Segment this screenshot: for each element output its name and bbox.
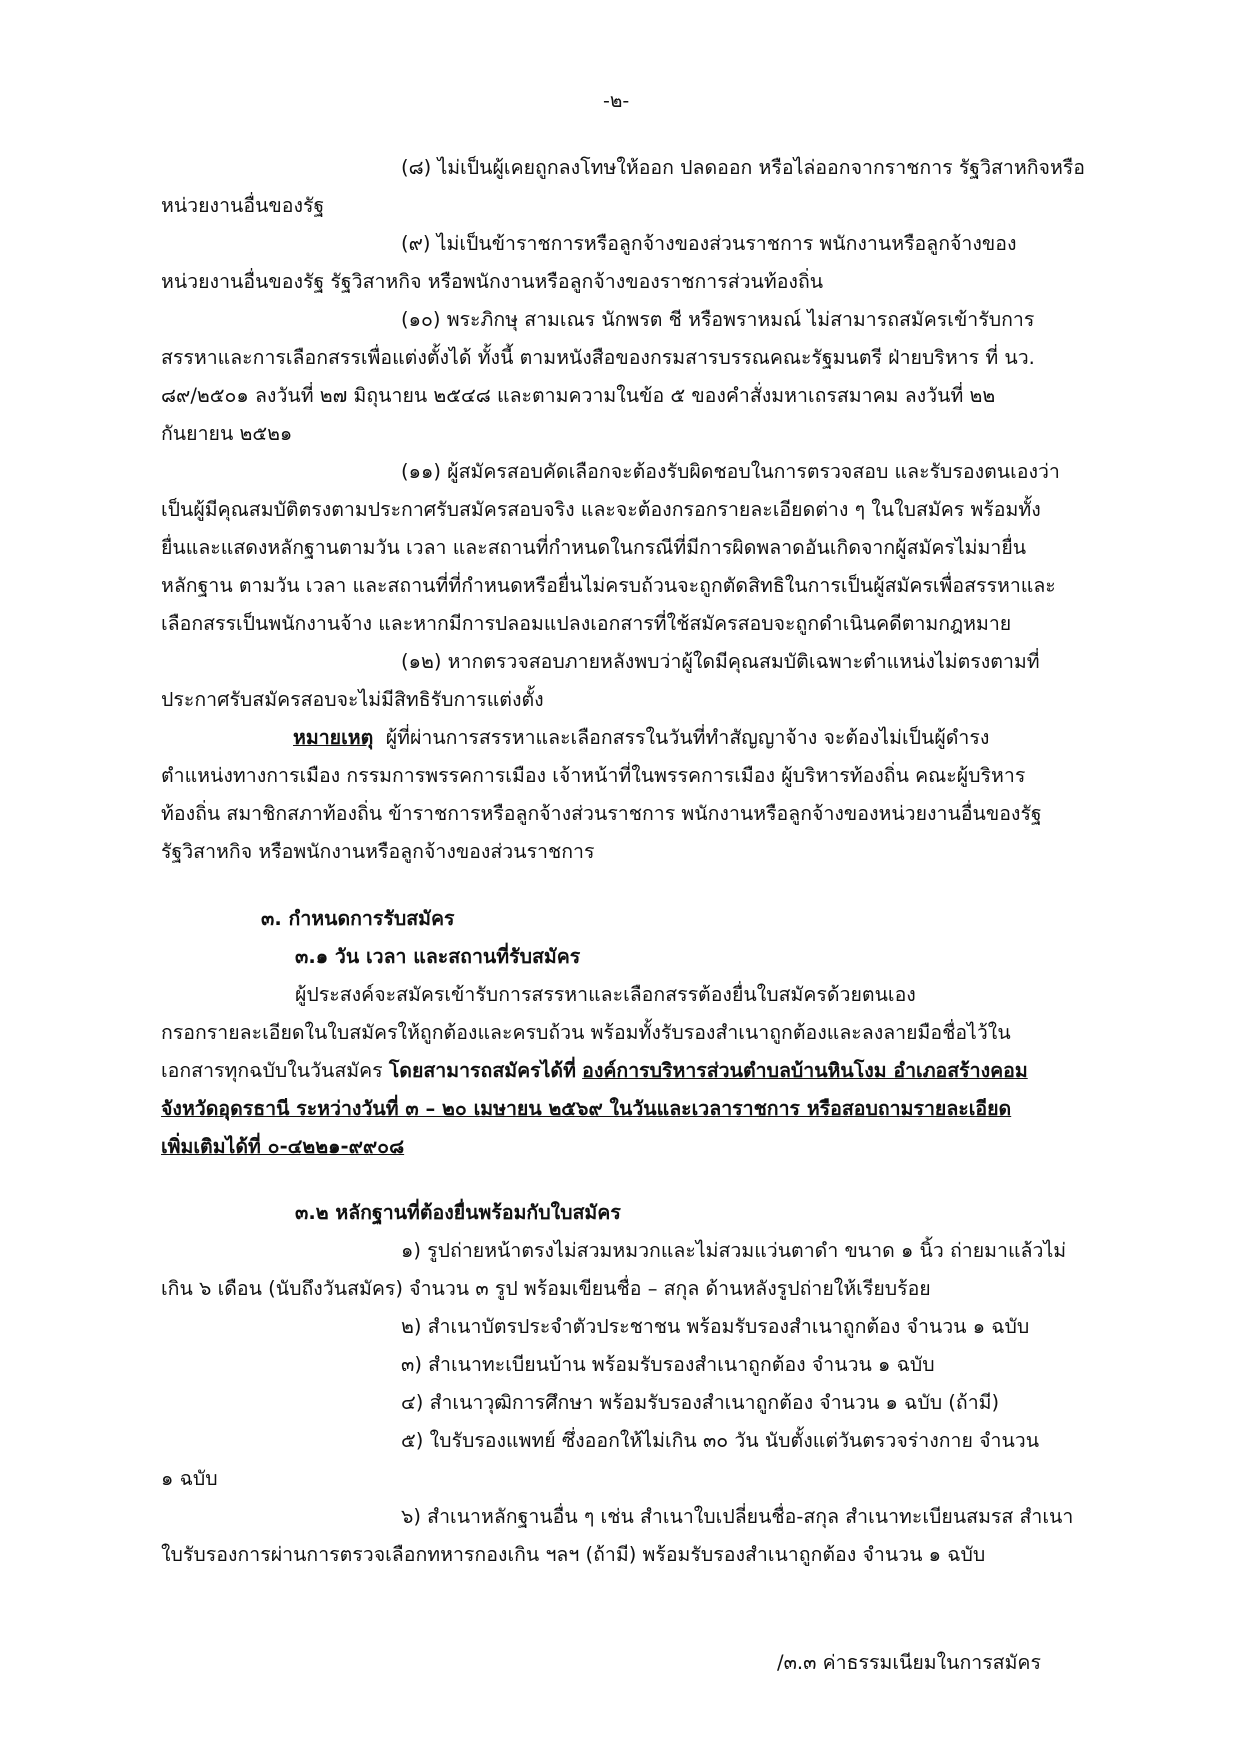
section3-1-line3-bold: โดยสามารถสมัครได้ที่: [388, 1059, 576, 1082]
note-line4: รัฐวิสาหกิจ หรือพนักงานหรือลูกจ้างของส่วนราชการ: [161, 840, 595, 863]
item9-line1: (๙) ไม่เป็นข้าราชการหรือลูกจ้างของส่วนราชการ พนักงานหรือลูกจ้างของ: [401, 232, 1017, 255]
section3-1-heading: ๓.๑ วัน เวลา และสถานที่รับสมัคร: [295, 945, 581, 968]
item9-line2: หน่วยงานอื่นของรัฐ รัฐวิสาหกิจ หรือพนักงานหรือลูกจ้างของราชการส่วนท้องถิ่น: [161, 270, 824, 293]
item11-line4: หลักฐาน ตามวัน เวลา และสถานที่ที่กำหนดหรือยื่นไม่ครบถ้วนจะถูกตัดสิทธิในการเป็นผู้สมัครเพื่อสรรหาและ: [161, 574, 1056, 597]
item8-line2: หน่วยงานอื่นของรัฐ: [161, 194, 325, 217]
item10-line1: (๑๐) พระภิกษุ สามเณร นักพรต ชี หรือพราหมณ์ ไม่สามารถสมัครเข้ารับการ: [401, 308, 1035, 331]
item11-line1: (๑๑) ผู้สมัครสอบคัดเลือกจะต้องรับผิดชอบในการตรวจสอบ และรับรองตนเองว่า: [401, 460, 1060, 483]
item10-line3: ๘๙/๒๕๐๑ ลงวันที่ ๒๗ มิถุนายน ๒๕๔๘ และตามความในข้อ ๕ ของคำสั่งมหาเถรสมาคม ลงวันที่ ๒๒: [161, 384, 996, 407]
section3-1-line2: กรอกรายละเอียดในใบสมัครให้ถูกต้องและครบถ้วน พร้อมทั้งรับรองสำเนาถูกต้องและลงลายมือชื่อไว้ใน: [161, 1021, 1011, 1044]
doc-item6-line2: ใบรับรองการผ่านการตรวจเลือกทหารกองเกิน ฯลฯ (ถ้ามี) พร้อมรับรองสำเนาถูกต้อง จำนวน ๑ ฉบับ: [161, 1543, 986, 1566]
section3-1-line5: เพิ่มเติมได้ที่ ๐-๔๒๒๑-๙๙๐๘: [161, 1135, 405, 1158]
page-number: -๒-: [603, 90, 630, 112]
item8-line1: (๘) ไม่เป็นผู้เคยถูกลงโทษให้ออก ปลดออก หรือไล่ออกจากราชการ รัฐวิสาหกิจหรือ: [401, 156, 1085, 179]
doc-item4: ๔) สำเนาวุฒิการศึกษา พร้อมรับรองสำเนาถูกต้อง จำนวน ๑ ฉบับ (ถ้ามี): [401, 1391, 1000, 1414]
note-line1: [293, 725, 989, 751]
item10-line2: สรรหาและการเลือกสรรเพื่อแต่งตั้งได้ ทั้งนี้ ตามหนังสือของกรมสารบรรณคณะรัฐมนตรี ฝ่ายบริหาร ที่ นว.: [161, 346, 1035, 369]
item12-line2: ประกาศรับสมัครสอบจะไม่มีสิทธิรับการแต่งตั้ง: [161, 688, 544, 711]
note-label: หมายเหตุ: [293, 726, 374, 749]
section3-1-line3: [161, 1058, 1028, 1084]
note-text-1: ผู้ที่ผ่านการสรรหาและเลือกสรรในวันที่ทำสัญญาจ้าง จะต้องไม่เป็นผู้ดำรง: [385, 726, 990, 749]
section3-1-venue: องค์การบริหารส่วนตำบลบ้านหินโงม อำเภอสร้างคอม: [582, 1059, 1028, 1082]
doc-item6-line1: ๖) สำเนาหลักฐานอื่น ๆ เช่น สำเนาใบเปลี่ยนชื่อ-สกุล สำเนาทะเบียนสมรส สำเนา: [401, 1505, 1074, 1528]
doc-item1-line2: เกิน ๖ เดือน (นับถึงวันสมัคร) จำนวน ๓ รูป พร้อมเขียนชื่อ – สกุล ด้านหลังรูปถ่ายให้เรียบร้อย: [161, 1277, 931, 1300]
item11-line3: ยื่นและแสดงหลักฐานตามวัน เวลา และสถานที่กำหนดในกรณีที่มีการผิดพลาดอันเกิดจากผู้สมัครไม่มายื่น: [161, 536, 1027, 559]
item11-line5: เลือกสรรเป็นพนักงานจ้าง และหากมีการปลอมแปลงเอกสารที่ใช้สมัครสอบจะถูกดำเนินคดีตามกฎหมาย: [161, 612, 1012, 635]
section3-heading: ๓. กำหนดการรับสมัคร: [261, 907, 455, 930]
continuation-note: /๓.๓ ค่าธรรมเนียมในการสมัคร: [777, 1651, 1041, 1674]
item10-line4: กันยายน ๒๕๒๑: [161, 422, 293, 445]
doc-item3: ๓) สำเนาทะเบียนบ้าน พร้อมรับรองสำเนาถูกต้อง จำนวน ๑ ฉบับ: [401, 1353, 935, 1376]
note-line3: ท้องถิ่น สมาชิกสภาท้องถิ่น ข้าราชการหรือลูกจ้างส่วนราชการ พนักงานหรือลูกจ้างของหน่วยงานอื่นของรัฐ: [161, 802, 1042, 825]
item12-line1: (๑๒) หากตรวจสอบภายหลังพบว่าผู้ใดมีคุณสมบัติเฉพาะตำแหน่งไม่ตรงตามที่: [401, 650, 1040, 673]
section3-1-line4: จังหวัดอุดรธานี ระหว่างวันที่ ๓ – ๒๐ เมษายน ๒๕๖๙ ในวันและเวลาราชการ หรือสอบถามรายละเอียด: [161, 1097, 1012, 1120]
section3-2-heading: ๓.๒ หลักฐานที่ต้องยื่นพร้อมกับใบสมัคร: [295, 1201, 621, 1224]
doc-item5-line2: ๑ ฉบับ: [161, 1467, 218, 1490]
doc-item5-line1: ๕) ใบรับรองแพทย์ ซึ่งออกให้ไม่เกิน ๓๐ วัน นับตั้งแต่วันตรวจร่างกาย จำนวน: [401, 1429, 1040, 1452]
item11-line2: เป็นผู้มีคุณสมบัติตรงตามประกาศรับสมัครสอบจริง และจะต้องกรอกรายละเอียดต่าง ๆ ในใบสมัคร พร้อมทั้ง: [161, 498, 1041, 521]
note-line2: ตำแหน่งทางการเมือง กรรมการพรรคการเมือง เจ้าหน้าที่ในพรรคการเมือง ผู้บริหารท้องถิ่น คณะผู้บริหาร: [161, 764, 1026, 787]
section3-1-line1: ผู้ประสงค์จะสมัครเข้ารับการสรรหาและเลือกสรรต้องยื่นใบสมัครด้วยตนเอง: [295, 983, 916, 1006]
doc-item2: ๒) สำเนาบัตรประจำตัวประชาชน พร้อมรับรองสำเนาถูกต้อง จำนวน ๑ ฉบับ: [401, 1315, 1030, 1338]
section3-1-line3-plain: เอกสารทุกฉบับในวันสมัคร: [161, 1059, 383, 1082]
doc-item1-line1: ๑) รูปถ่ายหน้าตรงไม่สวมหมวกและไม่สวมแว่นตาดำ ขนาด ๑ นิ้ว ถ่ายมาแล้วไม่: [401, 1239, 1067, 1262]
